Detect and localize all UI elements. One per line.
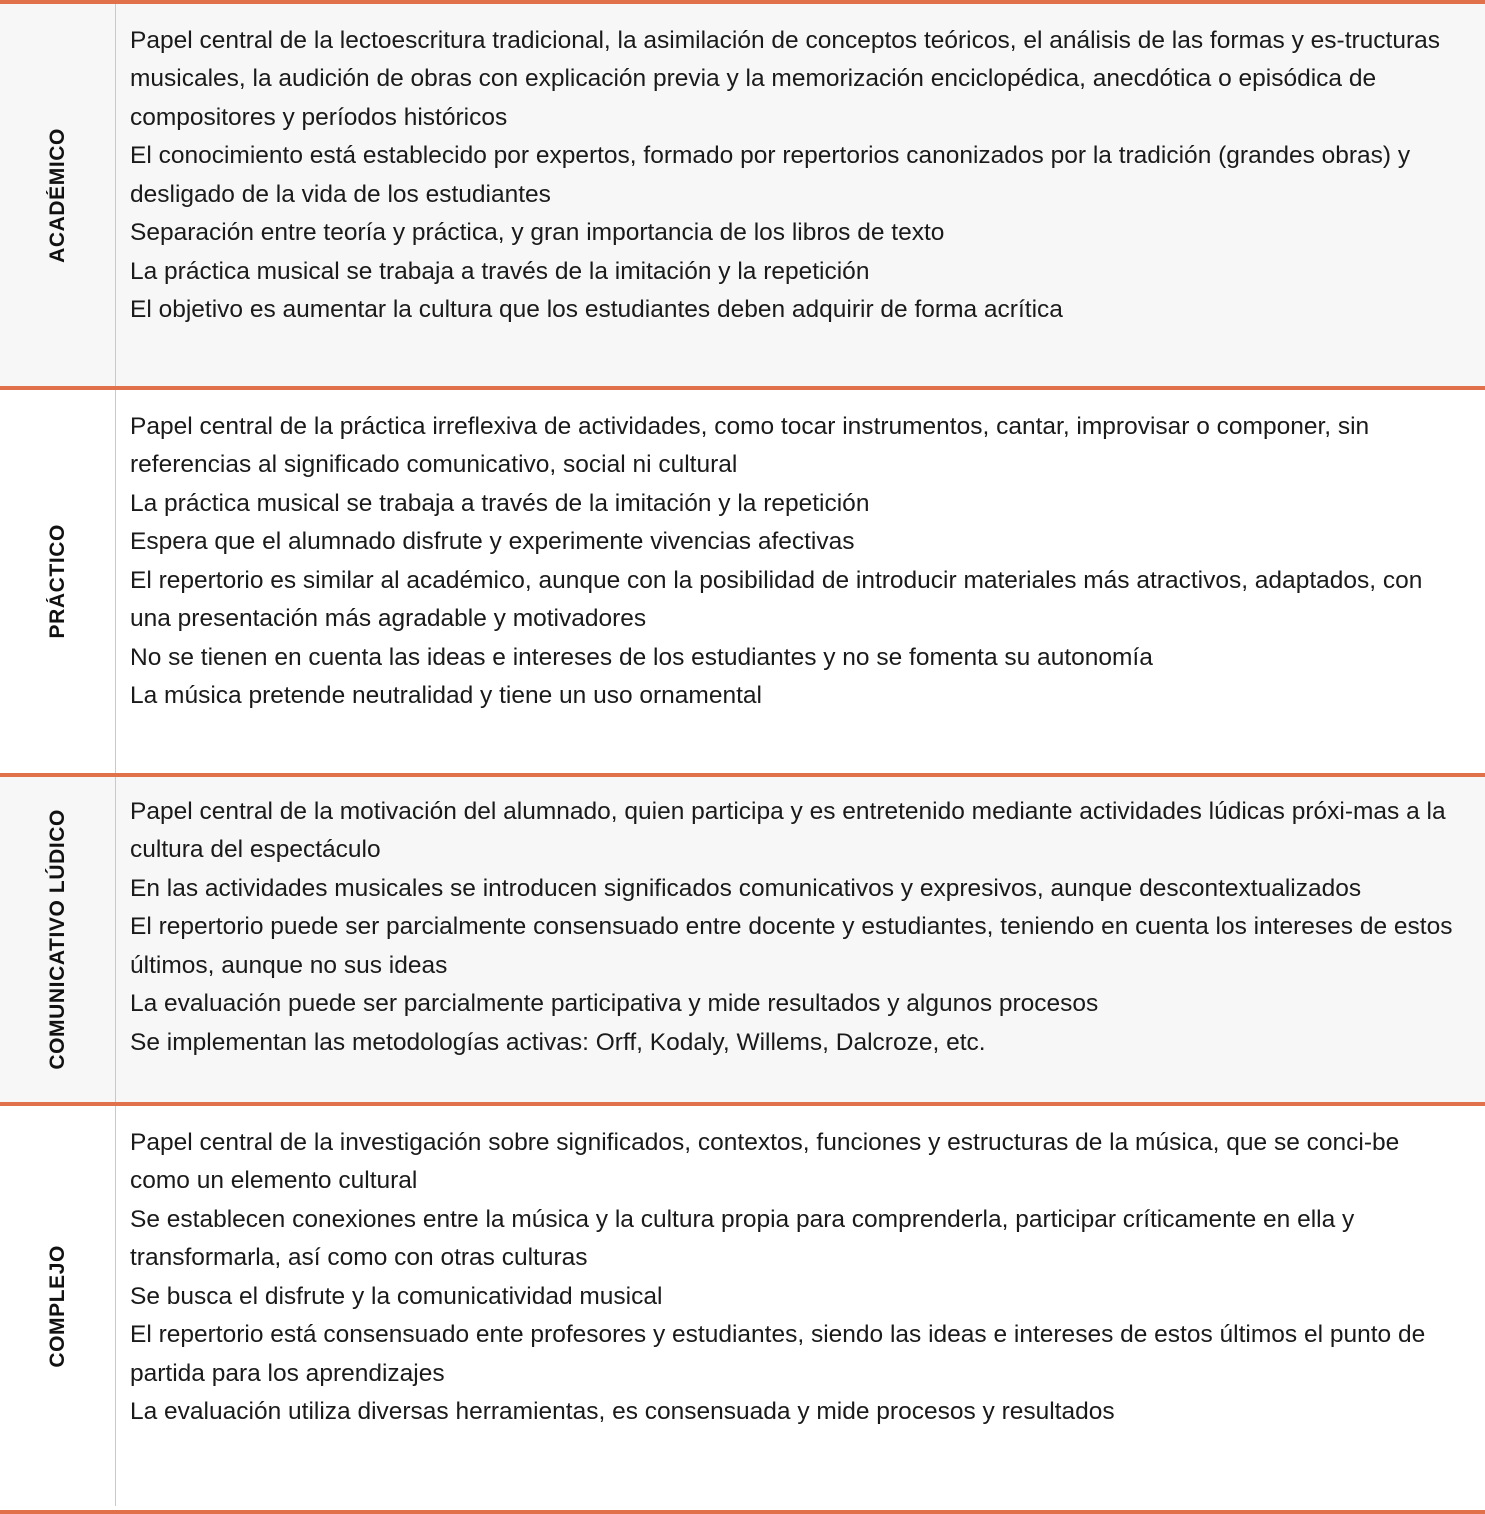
table-row: [0, 4, 1485, 390]
row-label-cell-practico: [0, 390, 116, 773]
row-label-comunicativo-ludico: COMUNICATIVO LÚDICO: [46, 809, 69, 1070]
row-content-comunicativo-ludico: [116, 777, 1485, 1102]
list-item: Separación entre teoría y práctica, y gran importancia de los libros de texto: [130, 219, 945, 247]
row-label-cell-complejo: [0, 1106, 116, 1506]
row-label-cell-academico: [0, 4, 116, 386]
row-label-practico: PRÁCTICO: [46, 524, 69, 639]
list-item: La evaluación utiliza diversas herramientas, es consensuada y mide procesos y resultados: [130, 1398, 1115, 1426]
list-item: La evaluación puede ser parcialmente participativa y mide resultados y algunos procesos: [130, 990, 1099, 1018]
row-label-academico: ACADÉMICO: [46, 127, 69, 263]
table-row: [0, 1106, 1485, 1506]
list-item: Se busca el disfrute y la comunicatividad musical: [130, 1282, 663, 1310]
list-item: El conocimiento está establecido por expertos, formado por repertorios canonizados por la tradición (grandes obras) y desligado de la vida de los estudiantes: [130, 142, 1411, 208]
list-item: Papel central de la lectoescritura tradicional, la asimilación de conceptos teóricos, el análisis de las formas y es-tructuras musicales, la audición de obras con explicación previa y la memorización enciclopédica, anecdótica o episódica de compositores y períodos históricos: [130, 27, 1441, 131]
table-row: [0, 390, 1485, 777]
row-label-complejo: COMPLEJO: [46, 1244, 69, 1368]
list-item: Se implementan las metodologías activas: Orff, Kodaly, Willems, Dalcroze, etc.: [130, 1028, 986, 1056]
list-item: En las actividades musicales se introducen significados comunicativos y expresivos, aunque descontextualizados: [130, 874, 1362, 902]
list-item: Espera que el alumnado disfrute y experimente vivencias afectivas: [130, 528, 855, 556]
list-item: El objetivo es aumentar la cultura que los estudiantes deben adquirir de forma acrítica: [130, 296, 1063, 324]
list-item: La práctica musical se trabaja a través de la imitación y la repetición: [130, 257, 870, 285]
row-label-cell-comunicativo-ludico: [0, 777, 116, 1102]
list-item: Papel central de la práctica irreflexiva de actividades, como tocar instrumentos, cantar, improvisar o componer, sin referencias al significado comunicativo, social ni cultural: [130, 413, 1370, 479]
list-item: Papel central de la investigación sobre significados, contextos, funciones y estructuras de la música, que se conci-be como un elemento cultural: [130, 1129, 1400, 1195]
list-item: La música pretende neutralidad y tiene un uso ornamental: [130, 682, 762, 710]
list-item: La práctica musical se trabaja a través de la imitación y la repetición: [130, 489, 870, 517]
row-content-practico: [116, 390, 1485, 773]
row-content-complejo: [116, 1106, 1485, 1506]
list-item: El repertorio puede ser parcialmente consensuado entre docente y estudiantes, teniendo en cuenta los intereses de estos últimos, aunque no sus ideas: [130, 913, 1453, 979]
list-item: Papel central de la motivación del alumnado, quien participa y es entretenido mediante actividades lúdicas próxi-mas a la cultura del espectáculo: [130, 798, 1446, 864]
list-item: No se tienen en cuenta las ideas e intereses de los estudiantes y no se fomenta su autonomía: [130, 643, 1153, 671]
list-item: El repertorio es similar al académico, aunque con la posibilidad de introducir materiales más atractivos, adaptados, con una presentación más agradable y motivadores: [130, 566, 1423, 633]
list-item: El repertorio está consensuado ente profesores y estudiantes, siendo las ideas e intereses de estos últimos el punto de partida para los aprendizajes: [130, 1321, 1426, 1387]
table-row: [0, 777, 1485, 1106]
list-item: Se establecen conexiones entre la música y la cultura propia para comprenderla, participar críticamente en ella y transformarla, así como con otras culturas: [130, 1205, 1355, 1272]
row-content-academico: [116, 4, 1485, 386]
